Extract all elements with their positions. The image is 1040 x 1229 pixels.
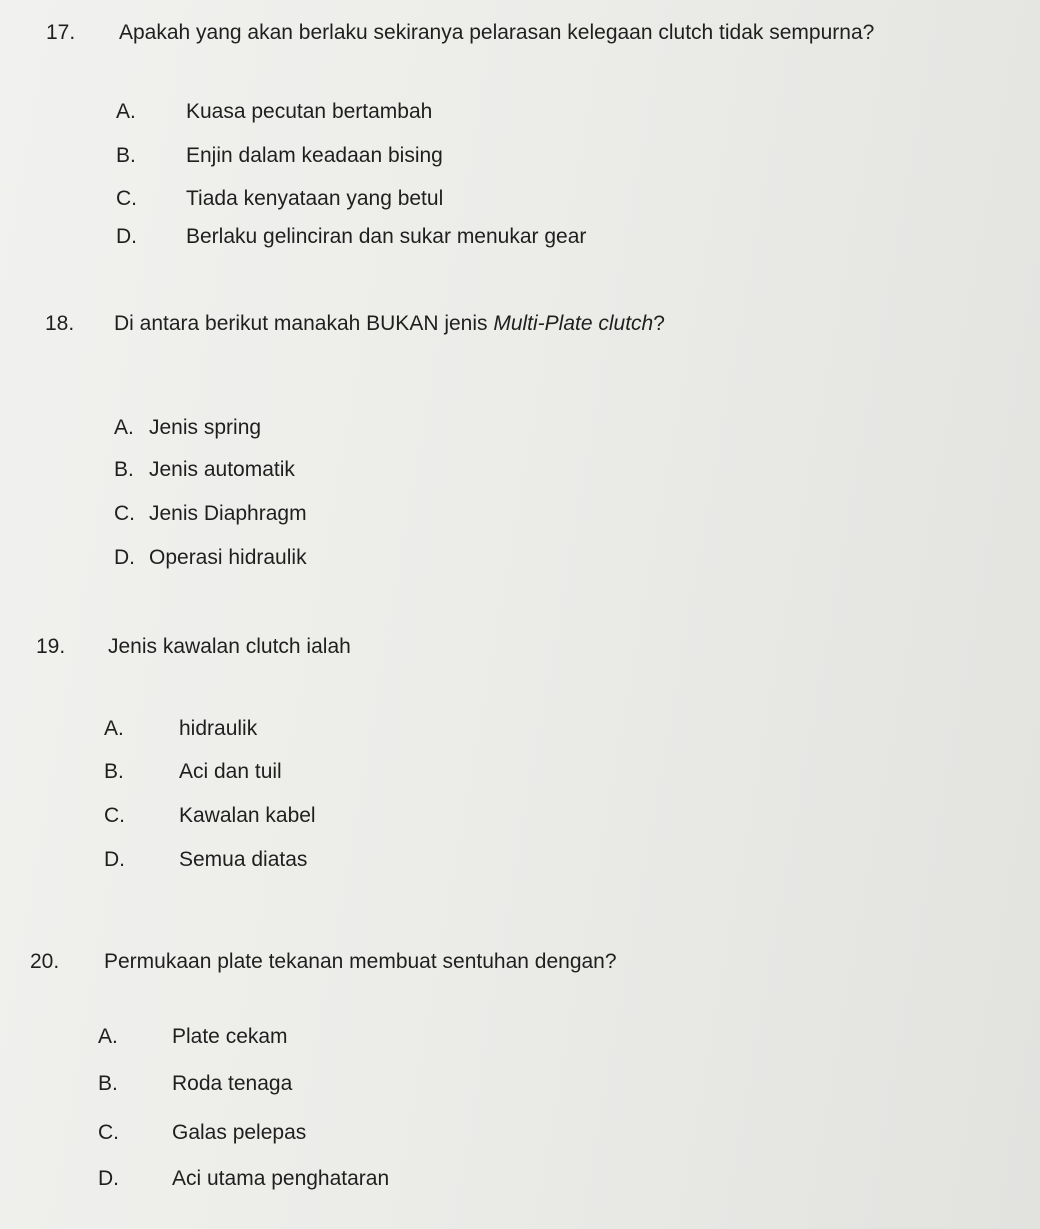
question-number: 20. [30, 950, 60, 973]
option-letter: C. [98, 1121, 119, 1144]
option-18-b[interactable] [114, 457, 514, 483]
option-text: Aci utama penghataran [172, 1167, 390, 1190]
option-letter: D. [116, 225, 137, 248]
option-17-b[interactable] [116, 143, 616, 169]
option-17-a[interactable] [116, 99, 616, 125]
option-letter: B. [98, 1072, 118, 1095]
option-19-b[interactable] [104, 759, 504, 785]
option-text: Tiada kenyataan yang betul [186, 187, 444, 210]
option-letter: B. [116, 144, 136, 167]
option-text: Roda tenaga [172, 1072, 293, 1095]
option-letter: A. [116, 100, 136, 123]
option-letter: D. [114, 546, 135, 569]
option-17-d[interactable] [116, 224, 716, 250]
question-20 [30, 949, 930, 975]
option-letter: A. [98, 1025, 118, 1048]
option-text: Jenis automatik [149, 458, 295, 481]
question-19 [36, 634, 636, 660]
question-text: Di antara berikut manakah BUKAN jenis Multi-Plate clutch? [114, 312, 665, 335]
option-19-c[interactable] [104, 803, 504, 829]
option-text: Aci dan tuil [179, 760, 282, 783]
option-18-c[interactable] [114, 501, 514, 527]
option-letter: B. [104, 760, 124, 783]
option-text: Jenis Diaphragm [149, 502, 307, 525]
question-text: Jenis kawalan clutch ialah [108, 635, 351, 658]
option-text: Berlaku gelinciran dan sukar menukar gear [186, 225, 587, 248]
question-number: 17. [46, 21, 76, 44]
question-text: Permukaan plate tekanan membuat sentuhan dengan? [104, 950, 617, 973]
option-20-d[interactable] [98, 1166, 598, 1192]
question-number: 19. [36, 635, 66, 658]
option-20-b[interactable] [98, 1071, 498, 1097]
option-17-c[interactable] [116, 186, 616, 212]
option-letter: A. [104, 717, 124, 740]
option-text: Kawalan kabel [179, 804, 316, 827]
option-letter: D. [98, 1167, 119, 1190]
option-letter: C. [116, 187, 137, 210]
option-19-a[interactable] [104, 716, 504, 742]
option-text: Plate cekam [172, 1025, 288, 1048]
option-letter: C. [114, 502, 135, 525]
question-text: Apakah yang akan berlaku sekiranya pelarasan kelegaan clutch tidak sempurna? [119, 21, 875, 44]
option-letter: C. [104, 804, 125, 827]
option-18-d[interactable] [114, 545, 514, 571]
question-17 [46, 20, 1026, 46]
option-text: Galas pelepas [172, 1121, 307, 1144]
option-19-d[interactable] [104, 847, 504, 873]
option-text: Operasi hidraulik [149, 546, 307, 569]
option-20-c[interactable] [98, 1120, 498, 1146]
option-letter: D. [104, 848, 125, 871]
option-text: hidraulik [179, 717, 258, 740]
question-number: 18. [45, 312, 75, 335]
question-18 [45, 311, 945, 337]
option-text: Semua diatas [179, 848, 308, 871]
option-18-a[interactable] [114, 415, 514, 441]
option-text: Enjin dalam keadaan bising [186, 144, 443, 167]
option-letter: B. [114, 458, 134, 481]
option-text: Kuasa pecutan bertambah [186, 100, 433, 123]
option-20-a[interactable] [98, 1024, 498, 1050]
option-text: Jenis spring [149, 416, 262, 439]
option-letter: A. [114, 416, 134, 439]
